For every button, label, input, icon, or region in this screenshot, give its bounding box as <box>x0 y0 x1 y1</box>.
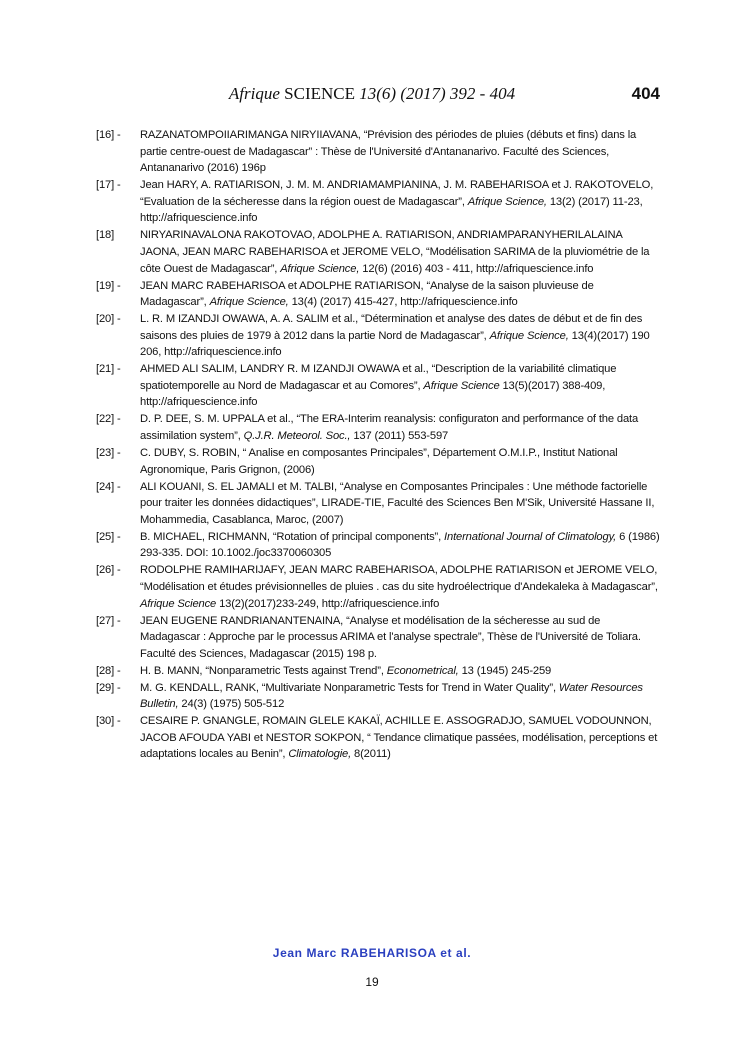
reference-text-main: D. P. DEE, S. M. UPPALA et al., “The ERA-Interim reanalysis: configuraton and performance of the data assimilation system”, <box>140 413 639 443</box>
reference-text <box>140 663 662 680</box>
reference-text-main: C. DUBY, S. ROBIN, “ Analise en composantes Principales”, Département O.M.I.P., Institut National Agronomique, Paris Grignon, (2006) <box>140 447 618 476</box>
reference-journal: Afrique Science <box>423 379 500 392</box>
reference-text <box>140 177 662 227</box>
reference-text-main: B. MICHAEL, RICHMANN, “Rotation of principal components”, <box>140 530 445 543</box>
journal-prefix: Afrique <box>228 84 280 103</box>
journal-name: SCIENCE <box>284 84 356 103</box>
reference-number: [19] - <box>96 279 121 292</box>
reference-number: [29] - <box>96 681 121 694</box>
reference-text-tail: 13(4) (2017) 415-427, http://afriquescience.info <box>288 296 518 309</box>
reference-item <box>96 663 662 680</box>
reference-text-main: RAZANATOMPOIIARIMANGA NIRYIIAVANA, “Prévision des périodes de pluies (débuts et fins) dans la partie centre-ouest de Madagascar” : Thèse de l'Université d'Antananarivo. Faculté des Sciences, Antananarivo (2016) 196p <box>140 129 637 175</box>
reference-text <box>140 713 662 763</box>
reference-item <box>96 562 662 612</box>
reference-item <box>96 479 662 529</box>
reference-text-tail: 24(3) (1975) 505-512 <box>178 698 285 711</box>
reference-number: [16] - <box>96 129 121 141</box>
reference-journal: Afrique Science, <box>467 195 547 208</box>
reference-item <box>96 445 662 478</box>
reference-text <box>140 613 662 663</box>
reference-number: [25] - <box>96 530 121 543</box>
reference-text-tail: 6 (1986) 293-335. DOI: 10.1002./joc3370060305 <box>140 530 660 560</box>
reference-journal: International Journal of Climatology, <box>444 530 617 543</box>
reference-number: [18] <box>96 229 115 242</box>
reference-text-main: Jean HARY, A. RATIARISON, J. M. M. ANDRIAMAMPIANINA, J. M. RABEHARISOA et J. RAKOTOVELO, “Evaluation de la sécheresse dans la région ouest de Madagascar”, <box>140 179 654 208</box>
reference-item <box>96 311 662 361</box>
reference-text <box>140 529 662 562</box>
reference-text-tail: 12(6) (2016) 403 - 411, http://afriquescience.info <box>359 262 594 275</box>
reference-number: [22] - <box>96 413 121 426</box>
reference-text-tail: 13 (1945) 245-259 <box>458 664 552 677</box>
reference-text-tail: 13(2) (2017) 11-23, http://afriquescience.info <box>140 195 643 225</box>
reference-text <box>140 278 662 311</box>
reference-text-main: CESAIRE P. GNANGLE, ROMAIN GLELE KAKAÏ, ACHILLE E. ASSOGRADJO, SAMUEL VODOUNNON, JACOB AFOUDA YABI et NESTOR SOKPON, “ Tendance climatique passées, modélisation, perceptions et adaptations locales au Benin”, <box>140 715 658 761</box>
reference-item <box>96 613 662 663</box>
reference-text <box>140 411 662 444</box>
reference-journal: Afrique Science, <box>489 329 569 342</box>
reference-item <box>96 680 662 713</box>
reference-text <box>140 127 662 177</box>
reference-text-tail: 13(4)(2017) 190 206, http://afriquescience.info <box>140 329 650 359</box>
reference-text <box>140 479 662 529</box>
footer-authors: Jean Marc RABEHARISOA et al. <box>272 946 472 960</box>
reference-item <box>96 411 662 444</box>
reference-number: [27] - <box>96 614 121 627</box>
header-page-number: 404 <box>631 84 660 103</box>
reference-text-main: AHMED ALI SALIM, LANDRY R. M IZANDJI OWAWA et al., “Description de la variabilité climatique spatiotemporelle au Nord de Madagascar et au Comores”, <box>140 363 617 392</box>
reference-text-main: L. R. M IZANDJI OWAWA, A. A. SALIM et al., “Détermination et analyse des dates de début et de fin des saisons des pluies de 1979 à 2012 dans la partie Nord de Madagascar”, <box>140 313 643 342</box>
reference-text <box>140 227 662 277</box>
reference-text-main: NIRYARINAVALONA RAKOTOVAO, ADOLPHE A. RATIARISON, ANDRIAMPARANYHERILALAINA JAONA, JEAN MARC RABEHARISOA et JEROME VELO, “Modélisation SARIMA de la pluviométrie de la côte Ouest de Madagascar”, <box>140 229 650 275</box>
footer-page-number: 19 <box>365 975 379 989</box>
reference-journal: Afrique Science, <box>209 296 289 309</box>
reference-text-main: JEAN EUGENE RANDRIANANTENAINA, “Analyse et modélisation de la sécheresse au sud de Madagascar : Approche par le processus ARIMA et l'analyse spectrale”, Thèse de l'Université de Toliara. Faculté des Sciences, Madagascar (2015) 198 p. <box>140 614 641 660</box>
reference-number: [26] - <box>96 564 121 577</box>
reference-item <box>96 713 662 763</box>
reference-text-main: RODOLPHE RAMIHARIJAFY, JEAN MARC RABEHARISOA, ADOLPHE RATIARISON et JEROME VELO, “Modélisation et études prévisionnelles de pluies . cas du site hydroélectrique d'Andekaleka à Madagascar”, <box>140 564 658 593</box>
reference-text <box>140 445 662 478</box>
reference-item <box>96 361 662 411</box>
reference-text-main: M. G. KENDALL, RANK, “Multivariate Nonparametric Tests for Trend in Water Quality”, <box>140 681 559 694</box>
reference-text <box>140 680 662 713</box>
reference-item <box>96 529 662 562</box>
reference-text-main: JEAN MARC RABEHARISOA et ADOLPHE RATIARISON, “Analyse de la saison pluvieuse de Madagascar”, <box>140 279 594 309</box>
reference-text-main: H. B. MANN, “Nonparametric Tests against Trend”, <box>140 664 387 677</box>
reference-text-tail: 8(2011) <box>351 748 391 761</box>
reference-number: [21] - <box>96 363 121 376</box>
reference-item <box>96 127 662 177</box>
running-header <box>0 84 744 108</box>
reference-number: [23] - <box>96 447 121 460</box>
reference-number: [30] - <box>96 715 121 728</box>
reference-list <box>96 127 662 763</box>
journal-volume: 13(6) (2017) 392 - 404 <box>359 84 516 103</box>
reference-journal: Afrique Science, <box>280 262 360 275</box>
reference-number: [17] - <box>96 179 121 192</box>
reference-text-main: ALI KOUANI, S. EL JAMALI et M. TALBI, “Analyse en Composantes Principales : Une méthode factorielle pour traiter les données didactiques”, LIRADE-TIE, Faculté des Sciences Ben M'Sik, Université Hassane II, Mohammedia, Casablanca, Maroc, (2007) <box>140 480 655 526</box>
reference-text-tail: 137 (2011) 553-597 <box>350 430 449 443</box>
reference-number: [28] - <box>96 664 121 677</box>
reference-text <box>140 361 662 411</box>
reference-number: [20] - <box>96 313 121 326</box>
reference-journal: Climatologie, <box>288 748 352 761</box>
reference-item <box>96 278 662 311</box>
reference-item <box>96 227 662 277</box>
reference-journal: Water Resources Bulletin, <box>140 681 643 711</box>
reference-journal: Q.J.R. Meteorol. Soc., <box>243 430 351 443</box>
reference-text <box>140 311 662 361</box>
reference-journal: Econometrical, <box>386 664 459 677</box>
reference-text-tail: 13(2)(2017)233-249, http://afriquescience.info <box>216 597 440 610</box>
reference-text <box>140 562 662 612</box>
reference-item <box>96 177 662 227</box>
reference-journal: Afrique Science <box>140 597 217 610</box>
reference-number: [24] - <box>96 480 121 493</box>
reference-text-tail: 13(5)(2017) 388-409, http://afriquescience.info <box>140 379 606 409</box>
